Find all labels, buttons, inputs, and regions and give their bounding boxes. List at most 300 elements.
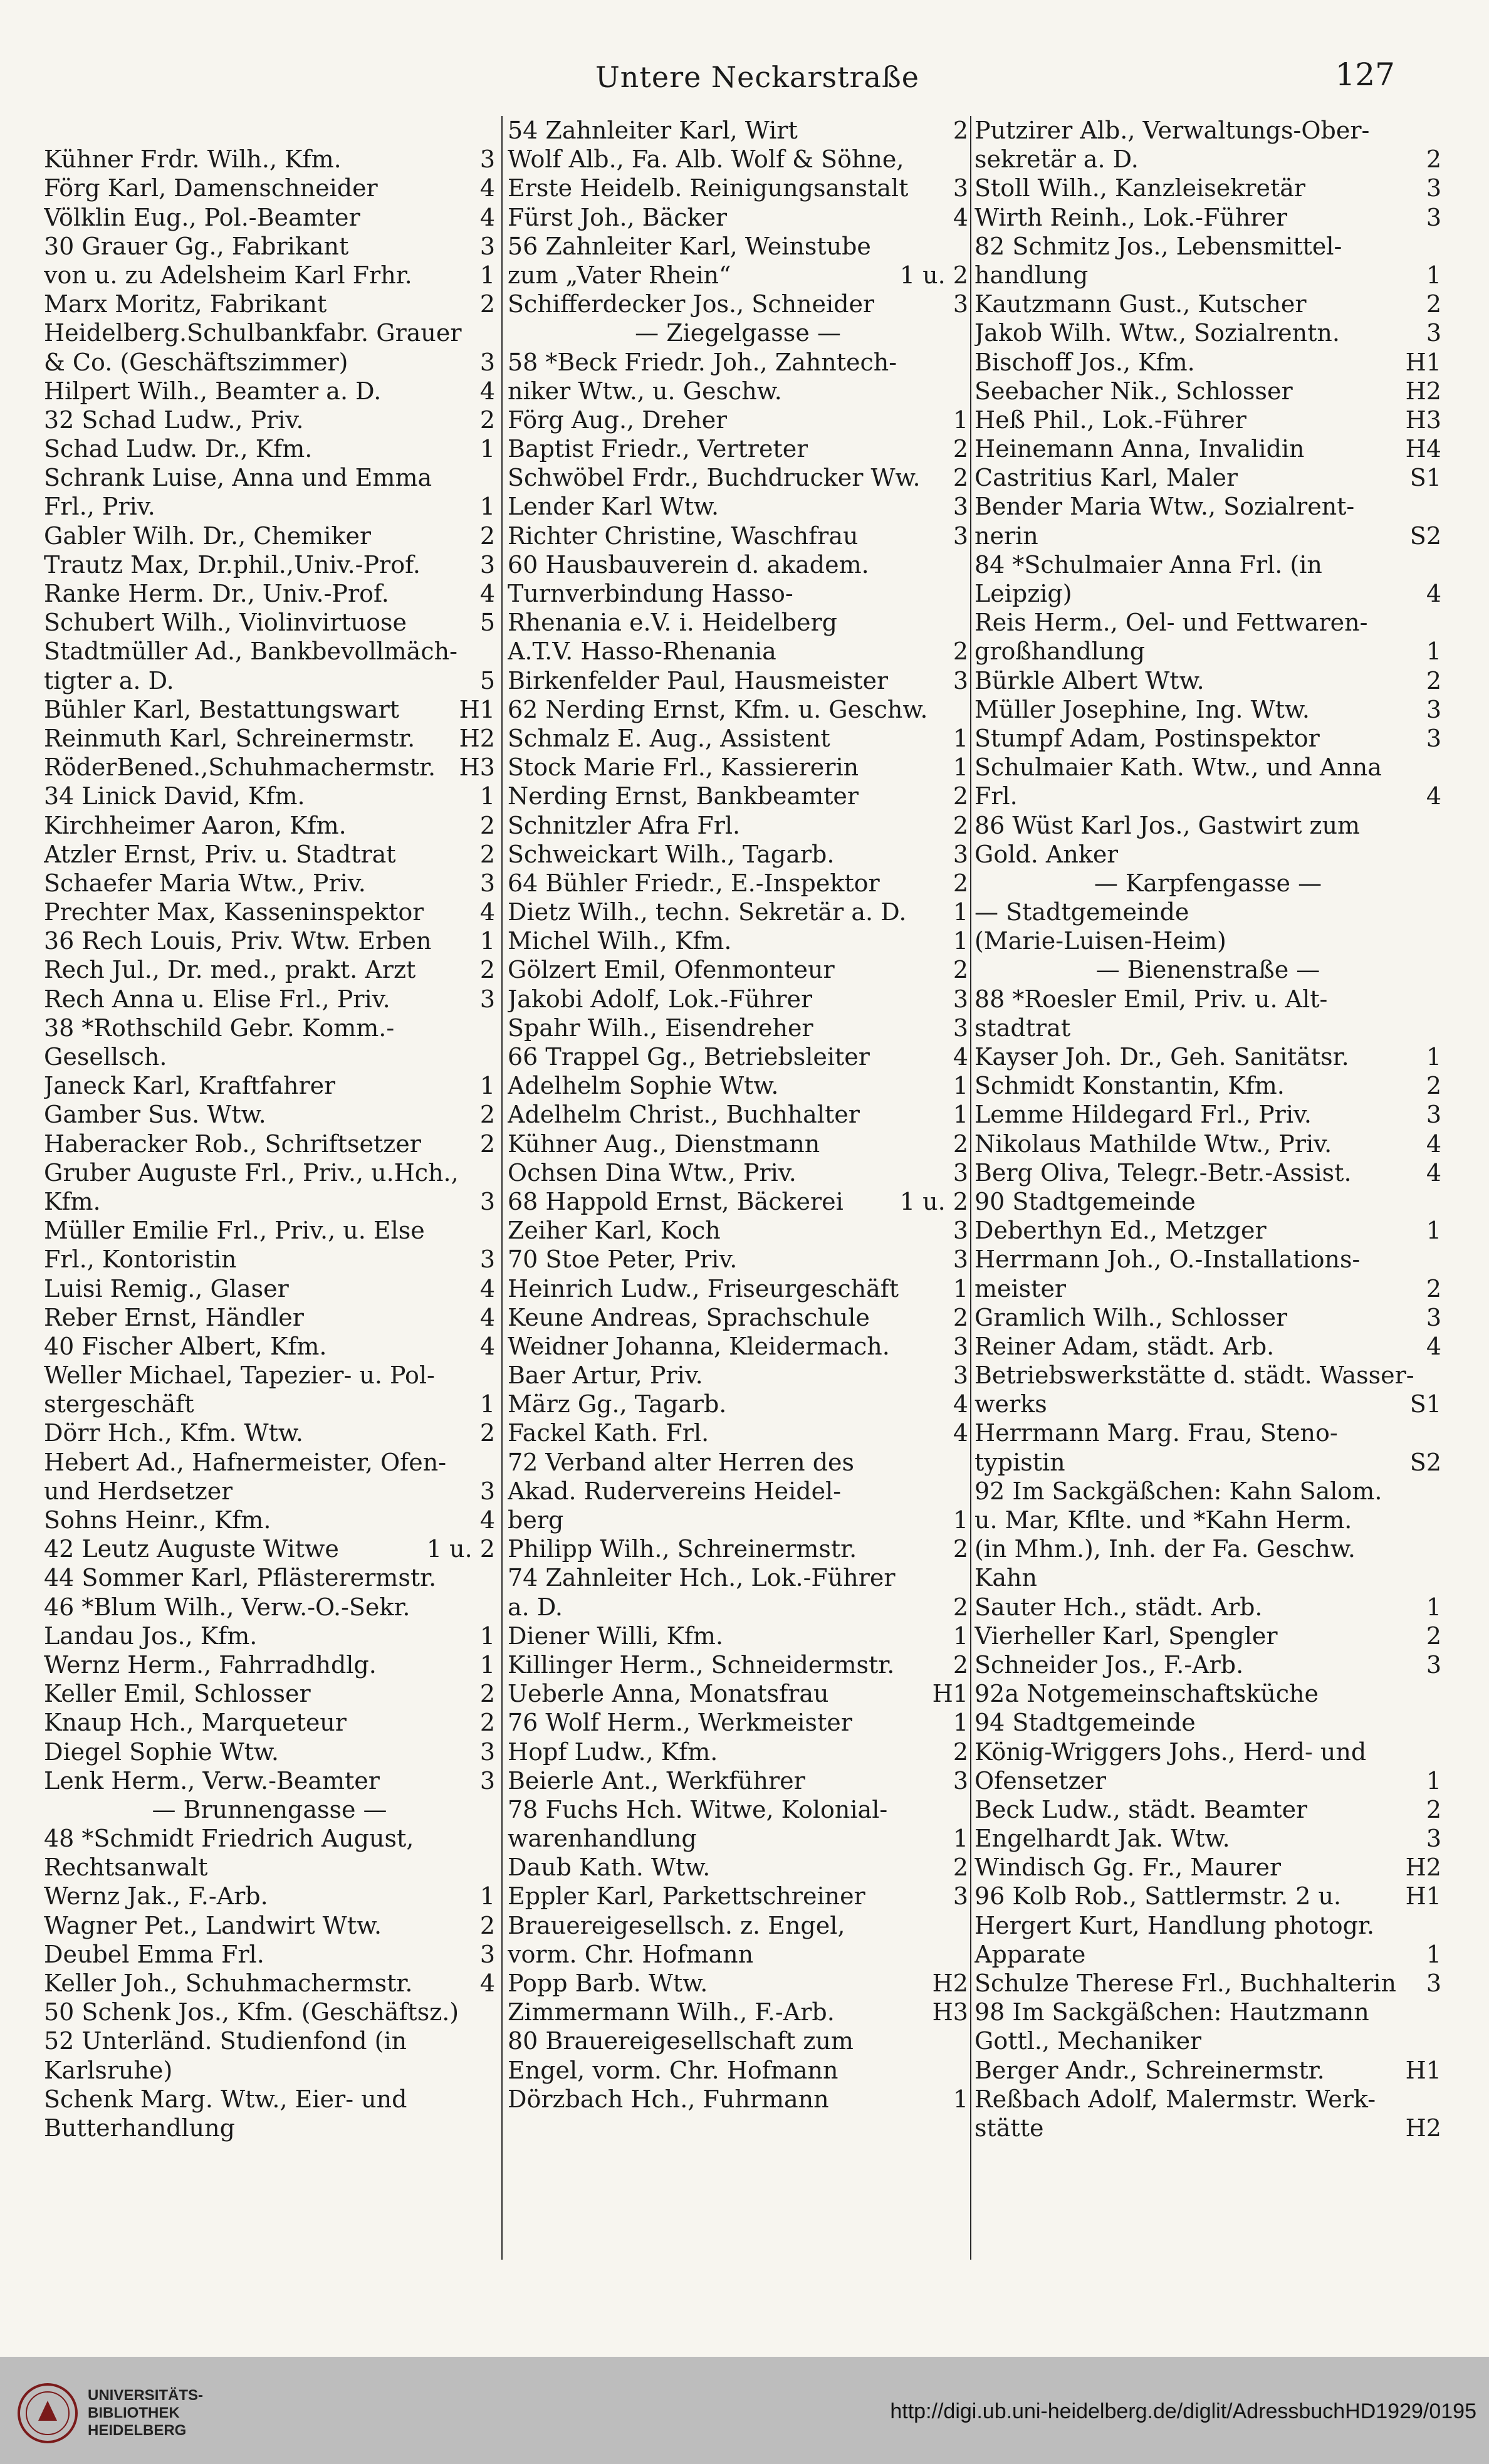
entry-text: Daub Kath. Wtw. — [508, 1853, 711, 1882]
entry-text: (in Mhm.), Inh. der Fa. Geschw. — [974, 1535, 1356, 1563]
directory-entry — [974, 1158, 1441, 1187]
entry-text: März Gg., Tagarb. — [508, 1390, 727, 1418]
entry-text: Weidner Johanna, Kleidermach. — [508, 1332, 890, 1360]
entry-text: 70 Stoe Peter, Priv. — [508, 1245, 738, 1274]
floor-number: 3 — [479, 1477, 495, 1505]
entry-text: Kirchheimer Aaron, Kfm. — [44, 811, 347, 839]
directory-entry — [508, 1014, 968, 1042]
directory-entry — [974, 695, 1441, 724]
directory-entry — [974, 926, 1441, 955]
floor-number: H1 — [459, 695, 495, 723]
floor-number: 1 — [479, 435, 495, 463]
entry-text: Atzler Ernst, Priv. u. Stadtrat — [44, 840, 396, 868]
directory-entry — [974, 1853, 1441, 1882]
library-name — [88, 2387, 203, 2440]
floor-number: 4 — [1426, 782, 1441, 810]
floor-number: S1 — [1409, 1390, 1441, 1418]
directory-entry — [508, 811, 968, 840]
directory-entry — [44, 463, 495, 492]
directory-entry — [44, 1418, 495, 1447]
floor-number: 1 — [953, 927, 968, 955]
directory-entry — [974, 348, 1441, 377]
entry-text: Luisi Remig., Glaser — [44, 1274, 289, 1303]
directory-entry — [44, 1563, 495, 1592]
entry-text: von u. zu Adelsheim Karl Frhr. — [44, 261, 412, 289]
floor-number: 3 — [1426, 174, 1441, 202]
directory-entry — [974, 377, 1441, 406]
directory-entry — [974, 1477, 1441, 1506]
directory-entry — [44, 1506, 495, 1534]
directory-entry — [508, 1766, 968, 1795]
entry-text: Rech Jul., Dr. med., prakt. Arzt — [44, 956, 416, 984]
floor-number: 3 — [953, 1332, 968, 1360]
directory-entry — [44, 898, 495, 926]
directory-entry — [974, 1448, 1441, 1477]
entry-text: Lemme Hildegard Frl., Priv. — [974, 1101, 1312, 1129]
directory-entry — [508, 926, 968, 955]
directory-entry — [508, 955, 968, 984]
floor-number: 4 — [479, 1506, 495, 1534]
floor-number: H2 — [1405, 377, 1441, 405]
floor-number: 4 — [479, 174, 495, 202]
directory-entry — [44, 2056, 495, 2085]
floor-number: H3 — [1405, 406, 1441, 434]
floor-number: 3 — [1426, 1101, 1441, 1129]
entry-text: Dietz Wilh., techn. Sekretär a. D. — [508, 898, 907, 926]
directory-entry — [508, 985, 968, 1014]
directory-entry — [974, 550, 1441, 579]
directory-entry — [508, 406, 968, 434]
entry-text: Gesellsch. — [44, 1043, 167, 1071]
directory-entry — [508, 608, 968, 637]
directory-entry — [974, 1766, 1441, 1795]
entry-text: 76 Wolf Herm., Werkmeister — [508, 1709, 852, 1737]
entry-text: großhandlung — [974, 637, 1146, 666]
floor-number: 2 — [953, 1853, 968, 1882]
entry-text: Kühner Aug., Dienstmann — [508, 1130, 820, 1158]
entry-text: Müller Josephine, Ing. Wtw. — [974, 695, 1310, 723]
directory-entry — [44, 1853, 495, 1882]
floor-number: 3 — [953, 522, 968, 550]
directory-entry — [974, 1940, 1441, 1969]
entry-text: — Ziegelgasse — — [635, 319, 841, 347]
directory-entry — [508, 869, 968, 898]
directory-entry — [508, 1332, 968, 1361]
entry-text: 58 *Beck Friedr. Joh., Zahntech- — [508, 348, 897, 376]
directory-entry — [974, 1390, 1441, 1418]
floor-number: 3 — [479, 550, 495, 579]
floor-number: 1 u. 2 — [426, 1535, 495, 1563]
entry-text: 96 Kolb Rob., Sattlermstr. 2 u. — [974, 1882, 1342, 1911]
entry-text: Bürkle Albert Wtw. — [974, 666, 1204, 695]
entry-text: a. D. — [508, 1593, 563, 1621]
directory-entry — [508, 753, 968, 782]
directory-entry — [44, 1071, 495, 1100]
floor-number: 3 — [479, 985, 495, 1013]
floor-number: 1 — [479, 1390, 495, 1418]
entry-text: Herrmann Joh., O.-Installations- — [974, 1245, 1361, 1274]
entry-text: Reber Ernst, Händler — [44, 1303, 304, 1331]
entry-text: u. Mar, Kflte. und *Kahn Herm. — [974, 1506, 1352, 1534]
floor-number: 4 — [479, 580, 495, 607]
directory-entry — [508, 1824, 968, 1853]
floor-number: H3 — [932, 1998, 968, 2026]
floor-number: 1 — [479, 493, 495, 521]
entry-text: Deubel Emma Frl. — [44, 1940, 264, 1968]
street-heading — [974, 955, 1441, 984]
directory-entry — [508, 1708, 968, 1737]
directory-entry — [974, 1187, 1441, 1216]
floor-number: 1 u. 2 — [899, 261, 968, 289]
entry-text: Wolf Alb., Fa. Alb. Wolf & Söhne, — [508, 145, 904, 174]
university-seal-icon — [16, 2382, 79, 2445]
directory-entry — [974, 492, 1441, 521]
floor-number: 3 — [953, 666, 968, 695]
directory-entry — [508, 550, 968, 579]
entry-text: Windisch Gg. Fr., Maurer — [974, 1853, 1282, 1882]
directory-entry — [44, 1187, 495, 1216]
entry-text: — Brunnengasse — — [152, 1795, 387, 1823]
entry-text: Stoll Wilh., Kanzleisekretär — [974, 174, 1306, 202]
entry-text: Prechter Max, Kasseninspektor — [44, 898, 424, 926]
directory-entry — [508, 724, 968, 753]
directory-entry — [44, 1216, 495, 1245]
entry-text: Wagner Pet., Landwirt Wtw. — [44, 1911, 382, 1939]
floor-number: 3 — [953, 1217, 968, 1245]
entry-text: Förg Aug., Dreher — [508, 406, 728, 434]
directory-entry — [508, 2026, 968, 2055]
column-divider — [501, 116, 503, 2260]
floor-number: 2 — [953, 1593, 968, 1621]
directory-entry — [508, 1042, 968, 1071]
floor-number: H2 — [932, 1969, 968, 1997]
page-number: 127 — [1335, 56, 1395, 93]
floor-number: 2 — [1426, 1274, 1441, 1303]
entry-text: Putzirer Alb., Verwaltungs-Ober- — [974, 117, 1370, 144]
directory-entry — [974, 1071, 1441, 1100]
entry-text: Schulmaier Kath. Wtw., und Anna — [974, 753, 1382, 782]
entry-text: 80 Brauereigesellschaft zum — [508, 2027, 854, 2055]
entry-text: Völklin Eug., Pol.-Beamter — [44, 203, 360, 231]
entry-text: Ranke Herm. Dr., Univ.-Prof. — [44, 580, 389, 607]
entry-text: Gölzert Emil, Ofenmonteur — [508, 956, 835, 984]
floor-number: 4 — [479, 1332, 495, 1360]
entry-text: 98 Im Sackgäßchen: Hautzmann — [974, 1998, 1369, 2026]
entry-text: Seebacher Nik., Schlosser — [974, 377, 1293, 405]
entry-text: Lender Karl Wtw. — [508, 493, 719, 521]
entry-text: Ochsen Dina Wtw., Priv. — [508, 1158, 797, 1187]
directory-entry — [508, 1622, 968, 1650]
entry-text: 56 Zahnleiter Karl, Weinstube — [508, 232, 871, 260]
directory-entry — [508, 1853, 968, 1882]
floor-number: H1 — [1405, 348, 1441, 376]
directory-entry — [508, 492, 968, 521]
library-name-line: HEIDELBERG — [88, 2422, 187, 2439]
directory-entry — [974, 811, 1441, 840]
floor-number: 1 — [1426, 1217, 1441, 1245]
entry-text: Adelhelm Christ., Buchhalter — [508, 1101, 860, 1129]
floor-number: 2 — [479, 406, 495, 434]
entry-text: Gramlich Wilh., Schlosser — [974, 1303, 1288, 1331]
directory-entry — [44, 145, 495, 174]
directory-entry — [44, 1622, 495, 1650]
floor-number: H1 — [932, 1680, 968, 1708]
entry-text: Karlsruhe) — [44, 2056, 173, 2084]
directory-entry — [508, 1650, 968, 1679]
directory-entry — [974, 1534, 1441, 1563]
floor-number: 4 — [953, 1419, 968, 1447]
directory-entry — [44, 492, 495, 521]
directory-entry — [974, 1014, 1441, 1042]
floor-number: 3 — [953, 174, 968, 202]
directory-entry — [974, 1332, 1441, 1361]
entry-text: 42 Leutz Auguste Witwe — [44, 1535, 339, 1563]
entry-text: 64 Bühler Friedr., E.-Inspektor — [508, 869, 880, 897]
directory-entry — [974, 1824, 1441, 1853]
entry-text: Reis Herm., Oel- und Fettwaren- — [974, 609, 1368, 637]
directory-entry — [974, 1969, 1441, 1998]
directory-column-2 — [508, 116, 968, 2266]
floor-number: 2 — [1426, 145, 1441, 174]
entry-text: Keller Emil, Schlosser — [44, 1680, 311, 1708]
directory-entry — [974, 2056, 1441, 2085]
entry-text: Kayser Joh. Dr., Geh. Sanitätsr. — [974, 1043, 1349, 1071]
floor-number: 3 — [1426, 724, 1441, 752]
floor-number: 3 — [479, 1187, 495, 1215]
floor-number: 4 — [1426, 580, 1441, 607]
floor-number: 1 — [953, 1506, 968, 1534]
directory-entry — [44, 1650, 495, 1679]
source-url[interactable]: http://digi.ub.uni-heidelberg.de/diglit/AdressbuchHD1929/0195 — [890, 2399, 1476, 2423]
directory-entry — [44, 434, 495, 463]
entry-text: niker Wtw., u. Geschw. — [508, 377, 782, 405]
directory-entry — [974, 232, 1441, 261]
entry-text: Rechtsanwalt — [44, 1853, 208, 1882]
floor-number: 1 — [953, 898, 968, 926]
entry-text: 86 Wüst Karl Jos., Gastwirt zum — [974, 811, 1361, 839]
directory-entry — [974, 116, 1441, 145]
directory-entry — [974, 1795, 1441, 1824]
entry-text: Schifferdecker Jos., Schneider — [508, 290, 875, 318]
directory-entry — [44, 579, 495, 608]
entry-text: Michel Wilh., Kfm. — [508, 927, 732, 955]
floor-number: H1 — [1405, 2056, 1441, 2084]
directory-entry — [44, 782, 495, 810]
entry-text: 50 Schenk Jos., Kfm. (Geschäftsz.) — [44, 1998, 459, 2026]
directory-entry — [508, 348, 968, 377]
entry-text: Hopf Ludw., Kfm. — [508, 1738, 718, 1766]
entry-text: Engelhardt Jak. Wtw. — [974, 1825, 1230, 1853]
entry-text: Stumpf Adam, Postinspektor — [974, 724, 1320, 752]
directory-entry — [44, 695, 495, 724]
floor-number: 2 — [953, 1738, 968, 1766]
entry-text: warenhandlung — [508, 1825, 697, 1853]
directory-entry — [508, 579, 968, 608]
directory-entry — [974, 1418, 1441, 1447]
entry-text: Fackel Kath. Frl. — [508, 1419, 709, 1447]
directory-entry — [508, 1448, 968, 1477]
floor-number: 3 — [479, 348, 495, 376]
directory-column-1 — [44, 116, 495, 2266]
entry-text: Rhenania e.V. i. Heidelberg — [508, 609, 837, 637]
floor-number: 4 — [953, 1043, 968, 1071]
floor-number: 1 — [953, 1072, 968, 1100]
directory-entry — [508, 1477, 968, 1506]
floor-number: 2 — [479, 1911, 495, 1939]
directory-entry — [44, 1679, 495, 1708]
directory-entry — [508, 232, 968, 261]
directory-entry — [44, 1042, 495, 1071]
directory-entry — [44, 522, 495, 550]
entry-text: Butterhandlung — [44, 2114, 235, 2142]
floor-number: 2 — [953, 1650, 968, 1679]
entry-text: Deberthyn Ed., Metzger — [974, 1217, 1267, 1245]
entry-text: 32 Schad Ludw., Priv. — [44, 406, 304, 434]
entry-text: 62 Nerding Ernst, Kfm. u. Geschw. — [508, 695, 928, 723]
floor-number: 2 — [1426, 290, 1441, 318]
entry-text: vorm. Chr. Hofmann — [508, 1940, 754, 1968]
directory-entry — [44, 955, 495, 984]
directory-entry — [508, 261, 968, 290]
entry-text: Apparate — [974, 1940, 1086, 1968]
entry-text: Dörzbach Hch., Fuhrmann — [508, 2085, 829, 2113]
entry-text: Hergert Kurt, Handlung photogr. — [974, 1911, 1375, 1939]
directory-entry — [974, 2085, 1441, 2114]
entry-text: Reßbach Adolf, Malermstr. Werk- — [974, 2085, 1376, 2113]
floor-number: 3 — [953, 493, 968, 521]
entry-text: RöderBened.,Schuhmachermstr. — [44, 753, 436, 782]
directory-entry — [508, 174, 968, 202]
library-name-line: UNIVERSITÄTS- — [88, 2387, 204, 2404]
entry-text: Schwöbel Frdr., Buchdrucker Ww. — [508, 464, 921, 492]
floor-number: S2 — [1409, 522, 1441, 550]
directory-entry — [974, 1882, 1441, 1911]
entry-text: & Co. (Geschäftszimmer) — [44, 348, 348, 376]
entry-text: Jakobi Adolf, Lok.-Führer — [508, 985, 813, 1013]
entry-text: Heß Phil., Lok.-Führer — [974, 406, 1246, 434]
directory-entry — [974, 782, 1441, 810]
entry-text: Heinemann Anna, Invalidin — [974, 435, 1305, 463]
directory-entry — [508, 1563, 968, 1592]
directory-entry — [974, 666, 1441, 695]
directory-entry — [44, 2085, 495, 2114]
directory-entry — [508, 116, 968, 145]
entry-text: Engel, vorm. Chr. Hofmann — [508, 2056, 839, 2084]
entry-text: 44 Sommer Karl, Pflästerermstr. — [44, 1564, 437, 1592]
floor-number: 2 — [953, 1130, 968, 1158]
entry-text: 36 Rech Louis, Priv. Wtw. Erben — [44, 927, 432, 955]
entry-text: Brauereigesellsch. z. Engel, — [508, 1911, 845, 1939]
directory-entry — [974, 637, 1441, 666]
directory-entry — [44, 840, 495, 869]
entry-text: Hebert Ad., Hafnermeister, Ofen- — [44, 1448, 447, 1476]
directory-entry — [974, 1679, 1441, 1708]
entry-text: Nikolaus Mathilde Wtw., Priv. — [974, 1130, 1332, 1158]
floor-number: H2 — [459, 724, 495, 752]
directory-entry — [508, 1738, 968, 1766]
directory-entry — [44, 348, 495, 377]
floor-number: 1 — [479, 1650, 495, 1679]
floor-number: S2 — [1409, 1448, 1441, 1476]
directory-entry — [44, 2026, 495, 2055]
directory-entry — [508, 1187, 968, 1216]
entry-text: Haberacker Rob., Schriftsetzer — [44, 1130, 421, 1158]
directory-entry — [974, 1563, 1441, 1592]
floor-number: H2 — [1405, 1853, 1441, 1882]
directory-entry — [974, 1245, 1441, 1274]
entry-text: Popp Barb. Wtw. — [508, 1969, 708, 1997]
directory-entry — [974, 1738, 1441, 1766]
floor-number: 2 — [479, 1680, 495, 1708]
entry-text: werks — [974, 1390, 1047, 1418]
entry-text: Gabler Wilh. Dr., Chemiker — [44, 522, 372, 550]
street-heading — [974, 869, 1441, 898]
directory-entry — [508, 203, 968, 232]
directory-entry — [44, 1274, 495, 1303]
floor-number: 3 — [1426, 203, 1441, 231]
page-header — [0, 56, 1489, 107]
directory-entry — [974, 1650, 1441, 1679]
entry-text: Schrank Luise, Anna und Emma — [44, 464, 432, 492]
entry-text: 90 Stadtgemeinde — [974, 1187, 1196, 1215]
directory-entry — [44, 1969, 495, 1998]
directory-entry — [508, 666, 968, 695]
entry-text: Schmidt Konstantin, Kfm. — [974, 1072, 1285, 1100]
floor-number: 2 — [479, 1419, 495, 1447]
directory-entry — [508, 1390, 968, 1418]
floor-number: 3 — [1426, 1303, 1441, 1331]
directory-entry — [974, 1998, 1441, 2026]
entry-text: berg — [508, 1506, 564, 1534]
entry-text: Frl., Kontoristin — [44, 1245, 237, 1274]
floor-number: 3 — [479, 1940, 495, 1968]
directory-entry — [508, 1506, 968, 1534]
floor-number: 3 — [953, 1882, 968, 1911]
floor-number: 3 — [479, 869, 495, 897]
directory-entry — [508, 1969, 968, 1998]
entry-text: 88 *Roesler Emil, Priv. u. Alt- — [974, 985, 1328, 1013]
directory-entry — [974, 318, 1441, 347]
floor-number: 1 — [953, 1622, 968, 1650]
entry-text: Betriebswerkstätte d. städt. Wasser- — [974, 1361, 1414, 1390]
entry-text: 68 Happold Ernst, Bäckerei — [508, 1187, 844, 1215]
directory-entry — [974, 1622, 1441, 1650]
entry-text: Schweickart Wilh., Tagarb. — [508, 840, 835, 868]
directory-entry — [974, 1708, 1441, 1737]
directory-entry — [974, 1361, 1441, 1390]
floor-number: H1 — [1405, 1882, 1441, 1911]
entry-text: Castritius Karl, Maler — [974, 464, 1238, 492]
entry-text: 72 Verband alter Herren des — [508, 1448, 855, 1476]
floor-number: 4 — [1426, 1158, 1441, 1187]
floor-number: 3 — [1426, 319, 1441, 347]
entry-text: Förg Karl, Damenschneider — [44, 174, 378, 202]
directory-entry — [44, 1448, 495, 1477]
floor-number: 3 — [1426, 695, 1441, 723]
street-heading — [508, 318, 968, 347]
entry-text: Eppler Karl, Parkettschreiner — [508, 1882, 865, 1911]
directory-entry — [974, 406, 1441, 434]
entry-text: Zimmermann Wilh., F.-Arb. — [508, 1998, 835, 2026]
entry-text: Turnverbindung Hasso- — [508, 580, 793, 607]
floor-number: 2 — [479, 840, 495, 868]
floor-number: 2 — [953, 117, 968, 144]
floor-number: 1 — [953, 753, 968, 782]
floor-number: 1 — [1426, 261, 1441, 289]
floor-number: 2 — [953, 1303, 968, 1331]
directory-entry — [508, 1940, 968, 1969]
floor-number: 3 — [953, 1361, 968, 1390]
